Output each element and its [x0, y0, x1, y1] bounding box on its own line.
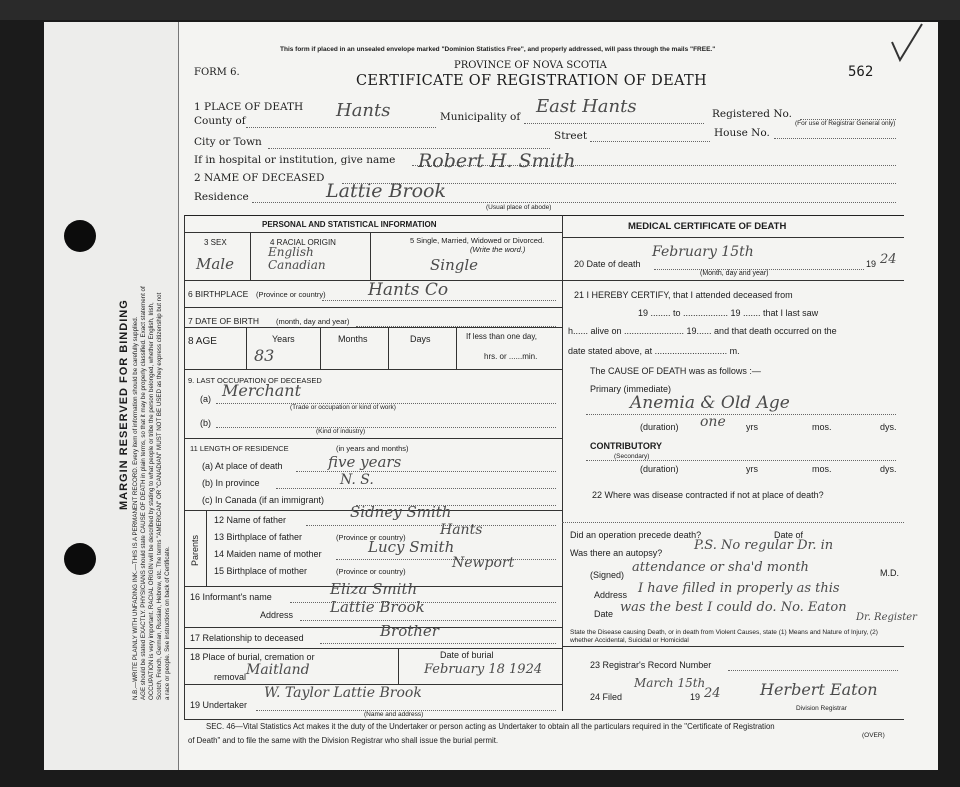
over-note: (OVER) [862, 732, 885, 739]
operation-date-label: Date of [774, 530, 804, 540]
page-title: CERTIFICATE OF REGISTRATION OF DEATH [356, 73, 707, 89]
occupation-value: Merchant [222, 381, 302, 400]
row-line [184, 232, 562, 233]
days-header: Days [410, 334, 431, 344]
city-line [268, 148, 550, 149]
length-residence-label: 11 LENGTH OF RESIDENCE [190, 444, 289, 453]
autopsy-value: P.S. No regular Dr. in [694, 538, 834, 553]
yrs-label: yrs [746, 422, 758, 432]
cause-label: The CAUSE OF DEATH was as follows :— [590, 366, 761, 376]
death-year-value: 24 [880, 252, 897, 267]
contributory-line [586, 460, 896, 461]
date-note-value: was the best I could do. No. Eaton [620, 600, 847, 615]
violent-cause-note: State the Disease causing Death, or in death from Violent Causes, state (1) Means and Nature of Injury, (2) whether Accidental, Suicidal or Homicidal [570, 629, 878, 644]
municipality-value: East Hants [536, 96, 637, 117]
cell-divider [398, 648, 399, 684]
certify-dates: 19 ........ to .................. 19 ....... that I last saw [638, 308, 819, 318]
mother-birthplace-value: Newport [452, 555, 515, 571]
margin-heading: MARGIN RESERVED FOR BINDING [118, 299, 130, 510]
mos-label: mos. [812, 422, 832, 432]
primary-cause-value: Anemia & Old Age [630, 393, 790, 413]
margin-instruction: N.B.—WRITE PLAINLY WITH UNFADING INK.—THIS IS A PERMANENT RECORD. Every item of information should be carefully supplied. [132, 316, 139, 700]
trade-hint: (Trade or occupation or kind of work) [290, 404, 396, 411]
deceased-name-value: Robert H. Smith [418, 150, 576, 172]
cell-divider [320, 327, 321, 369]
row-line [562, 646, 904, 647]
cell-divider [456, 327, 457, 369]
residence-line [252, 202, 896, 203]
father-birthplace-hint: (Province or country) [336, 533, 406, 542]
death-date-value: February 15th [652, 244, 754, 260]
years-header: Years [272, 334, 295, 344]
registrar-record-label: 23 Registrar's Record Number [590, 660, 712, 670]
hrs-min-note: hrs. or ......min. [484, 352, 538, 361]
at-place-label: (a) At place of death [202, 461, 283, 471]
street-label: Street [554, 130, 588, 142]
undertaker-label: 19 Undertaker [190, 700, 248, 710]
occupation-b-label: (b) [200, 418, 211, 428]
death-date-label: 20 Date of death [574, 259, 641, 269]
division-registrar-label: Division Registrar [796, 705, 847, 712]
relationship-line [320, 643, 556, 644]
deceased-name-label: 2 NAME OF DECEASED [194, 172, 325, 184]
margin-instruction: OCCUPATION is very important. RACIAL ORIGIN will be described by stating to what people or tribe the person belonged, whether English, Irish, [148, 302, 155, 700]
row-line [184, 648, 562, 649]
province-heading: PROVINCE OF NOVA SCOTIA [454, 60, 607, 71]
months-header: Months [338, 334, 368, 344]
in-province-label: (b) In province [202, 478, 260, 488]
informant-label: 16 Informant's name [190, 592, 272, 602]
margin-instruction: AGE should be stated EXACTLY. PHYSICIANS should state CAUSE OF DEATH in plain terms, so that it may be properly classified. Exact statement of [140, 286, 147, 700]
dys-label: dys. [880, 422, 897, 432]
age-years-value: 83 [254, 346, 275, 365]
registrar-use-note: (For use of Registrar General only) [795, 120, 896, 127]
row-line [184, 307, 562, 308]
father-name-value: Sidney Smith [350, 503, 452, 521]
death-date-hint: (Month, day and year) [700, 270, 769, 277]
cell-divider [246, 327, 247, 369]
yrs2-label: yrs [746, 464, 758, 474]
street-line [590, 141, 710, 142]
father-birthplace-value: Hants [440, 522, 483, 538]
marital-label: 5 Single, Married, Widowed or Divorced. [410, 236, 545, 245]
column-divider [562, 215, 563, 711]
cell-divider [388, 327, 389, 369]
contributory-label: CONTRIBUTORY [590, 441, 662, 451]
removal-label: removal [214, 672, 247, 682]
margin-instruction: Scotch, French, German, Russian, Hebrew, etc. The terms "AMERICAN" OR "CANADIAN" MUST NOT BE USED as they express citizenship but not [156, 292, 163, 700]
certificate-number: 562 [848, 64, 874, 80]
birthplace-label: 6 BIRTHPLACE [188, 289, 249, 299]
place-of-death-label: 1 PLACE OF DEATH [194, 101, 304, 113]
margin-instruction: a race or people. See instructions on back of Certificate. [164, 546, 171, 700]
usual-place-note: (Usual place of abode) [486, 204, 552, 211]
signed-value: attendance or sha'd month [632, 560, 809, 575]
signed-label: (Signed) [590, 570, 625, 580]
relationship-value: Brother [380, 622, 439, 640]
hospital-label: If in hospital or institution, give name [194, 154, 396, 166]
signer-address-label: Address [594, 590, 628, 600]
autopsy-label: Was there an autopsy? [570, 548, 663, 558]
burial-place-label: 18 Place of burial, cremation or [190, 652, 315, 662]
county-value: Hants [336, 100, 391, 121]
house-no-line [774, 138, 896, 139]
write-word-note: (Write the word.) [470, 245, 526, 254]
mother-birthplace-hint: (Province or country) [336, 567, 406, 576]
cell-divider [250, 232, 251, 280]
relationship-label: 17 Relationship to deceased [190, 633, 304, 643]
left-border [184, 215, 185, 719]
duration2-label: (duration) [640, 464, 679, 474]
age-label: 8 AGE [188, 336, 217, 347]
certify-label: 21 I HEREBY CERTIFY, that I attended deceased from [574, 290, 793, 300]
form-number: FORM 6. [194, 67, 240, 78]
bottom-divider [184, 719, 904, 720]
row-line [562, 522, 904, 523]
row-line [184, 438, 562, 439]
primary-label: Primary (immediate) [590, 384, 672, 394]
registered-no-label: Registered No. [712, 108, 792, 120]
scanner-edge [0, 0, 960, 20]
row-line [184, 627, 562, 628]
contracted-label: 22 Where was disease contracted if not at place of death? [592, 490, 824, 500]
racial-origin-label: 4 RACIAL ORIGIN [270, 238, 336, 247]
mother-maiden-line [336, 559, 556, 560]
municipality-line [524, 123, 704, 124]
burial-date-label: Date of burial [440, 650, 494, 660]
row-line [184, 369, 562, 370]
at-place-value: five years [328, 453, 402, 471]
county-label: County of [194, 115, 246, 127]
secondary-hint: (Secondary) [614, 453, 650, 460]
mos2-label: mos. [812, 464, 832, 474]
burial-date-value: February 18 1924 [424, 662, 543, 677]
occupation-a-label: (a) [200, 394, 211, 404]
industry-line [216, 427, 556, 428]
informant-address-label: Address [260, 610, 294, 620]
birthplace-line [322, 300, 556, 301]
occupation-label: 9. LAST OCCUPATION OF DECEASED [188, 376, 322, 385]
envelope-note: This form if placed in an unsealed envelope marked "Dominion Statistics Free", and properly addressed, will pass through the mails "FREE." [280, 46, 716, 53]
marital-value: Single [430, 256, 479, 274]
mother-maiden-label: 14 Maiden name of mother [214, 549, 322, 559]
date-note2-value: Dr. Register [856, 612, 917, 623]
punch-hole [64, 220, 96, 252]
row-line [184, 327, 562, 328]
sex-label: 3 SEX [204, 238, 227, 247]
filed-label: 24 Filed [590, 692, 623, 702]
birthplace-hint: (Province or country) [256, 290, 326, 299]
operation-label: Did an operation precede death? [570, 530, 702, 540]
father-name-line [306, 525, 556, 526]
industry-hint: (Kind of industry) [316, 428, 366, 435]
at-place-line [296, 471, 556, 472]
cell-divider [370, 232, 371, 280]
duration-label: (duration) [640, 422, 679, 432]
residence-label: Residence [194, 191, 249, 203]
in-canada-label: (c) In Canada (if an immigrant) [202, 495, 325, 505]
father-name-label: 12 Name of father [214, 515, 287, 525]
parents-divider [206, 510, 207, 586]
dob-hint: (month, day and year) [276, 317, 350, 326]
father-birthplace-label: 13 Birthplace of father [214, 532, 303, 542]
personal-header: PERSONAL AND STATISTICAL INFORMATION [262, 220, 437, 229]
registrar-signature: Herbert Eaton [760, 680, 878, 699]
less-than-day-note: If less than one day, [466, 332, 538, 341]
city-label: City or Town [194, 136, 262, 148]
informant-address-line [300, 620, 556, 621]
dob-label: 7 DATE OF BIRTH [188, 316, 260, 326]
death-year-prefix: 19 [866, 259, 877, 269]
burial-place-value: Maitland [246, 662, 310, 678]
registrar-record-line [728, 670, 898, 671]
mother-maiden-value: Lucy Smith [368, 538, 455, 556]
in-province-value: N. S. [340, 472, 374, 488]
filed-year-prefix: 19 [690, 692, 701, 702]
dys2-label: dys. [880, 464, 897, 474]
length-residence-hint: (in years and months) [336, 444, 409, 453]
primary-line [586, 414, 896, 415]
parents-label: Parents [190, 534, 200, 566]
undertaker-value: W. Taylor Lattie Brook [264, 685, 422, 701]
house-no-label: House No. [714, 127, 770, 139]
section-divider [184, 215, 904, 216]
section-46-note: SEC. 46—Vital Statistics Act makes it the duty of the Undertaker or person acting as Undertaker to obtain all the particulars required in the "Certificate of Registration [206, 722, 775, 731]
informant-value: Eliza Smith [330, 580, 418, 598]
date-stated-label: date stated above, at ............................. m. [568, 346, 740, 356]
duration-value: one [700, 414, 726, 430]
racial-origin-value: English Canadian [268, 245, 326, 272]
checkmark-icon [888, 20, 928, 68]
medical-header: MEDICAL CERTIFICATE OF DEATH [628, 221, 787, 232]
row-line [562, 237, 904, 238]
informant-address-value: Lattie Brook [330, 598, 425, 616]
sex-value: Male [196, 255, 234, 273]
signed-date-label: Date [594, 609, 614, 619]
address-note-value: I have filled in properly as this [638, 581, 840, 596]
punch-hole [64, 543, 96, 575]
filed-date-value: March 15th [634, 676, 706, 690]
residence-value: Lattie Brook [326, 180, 447, 202]
birthplace-value: Hants Co [368, 280, 449, 300]
row-line [562, 280, 904, 281]
section-46-note-cont: of Death" and to file the same with the Division Registrar who shall issue the burial permit. [188, 736, 499, 745]
name-address-hint: (Name and address) [364, 711, 424, 718]
filed-year-value: 24 [704, 686, 721, 701]
municipality-label: Municipality of [440, 111, 521, 123]
md-label: M.D. [880, 568, 899, 578]
in-province-line [276, 488, 556, 489]
alive-on-label: h...... alive on ........................ 19...... and that death occurred on the [568, 326, 837, 336]
county-line [246, 127, 436, 128]
mother-birthplace-label: 15 Birthplace of mother [214, 566, 308, 576]
